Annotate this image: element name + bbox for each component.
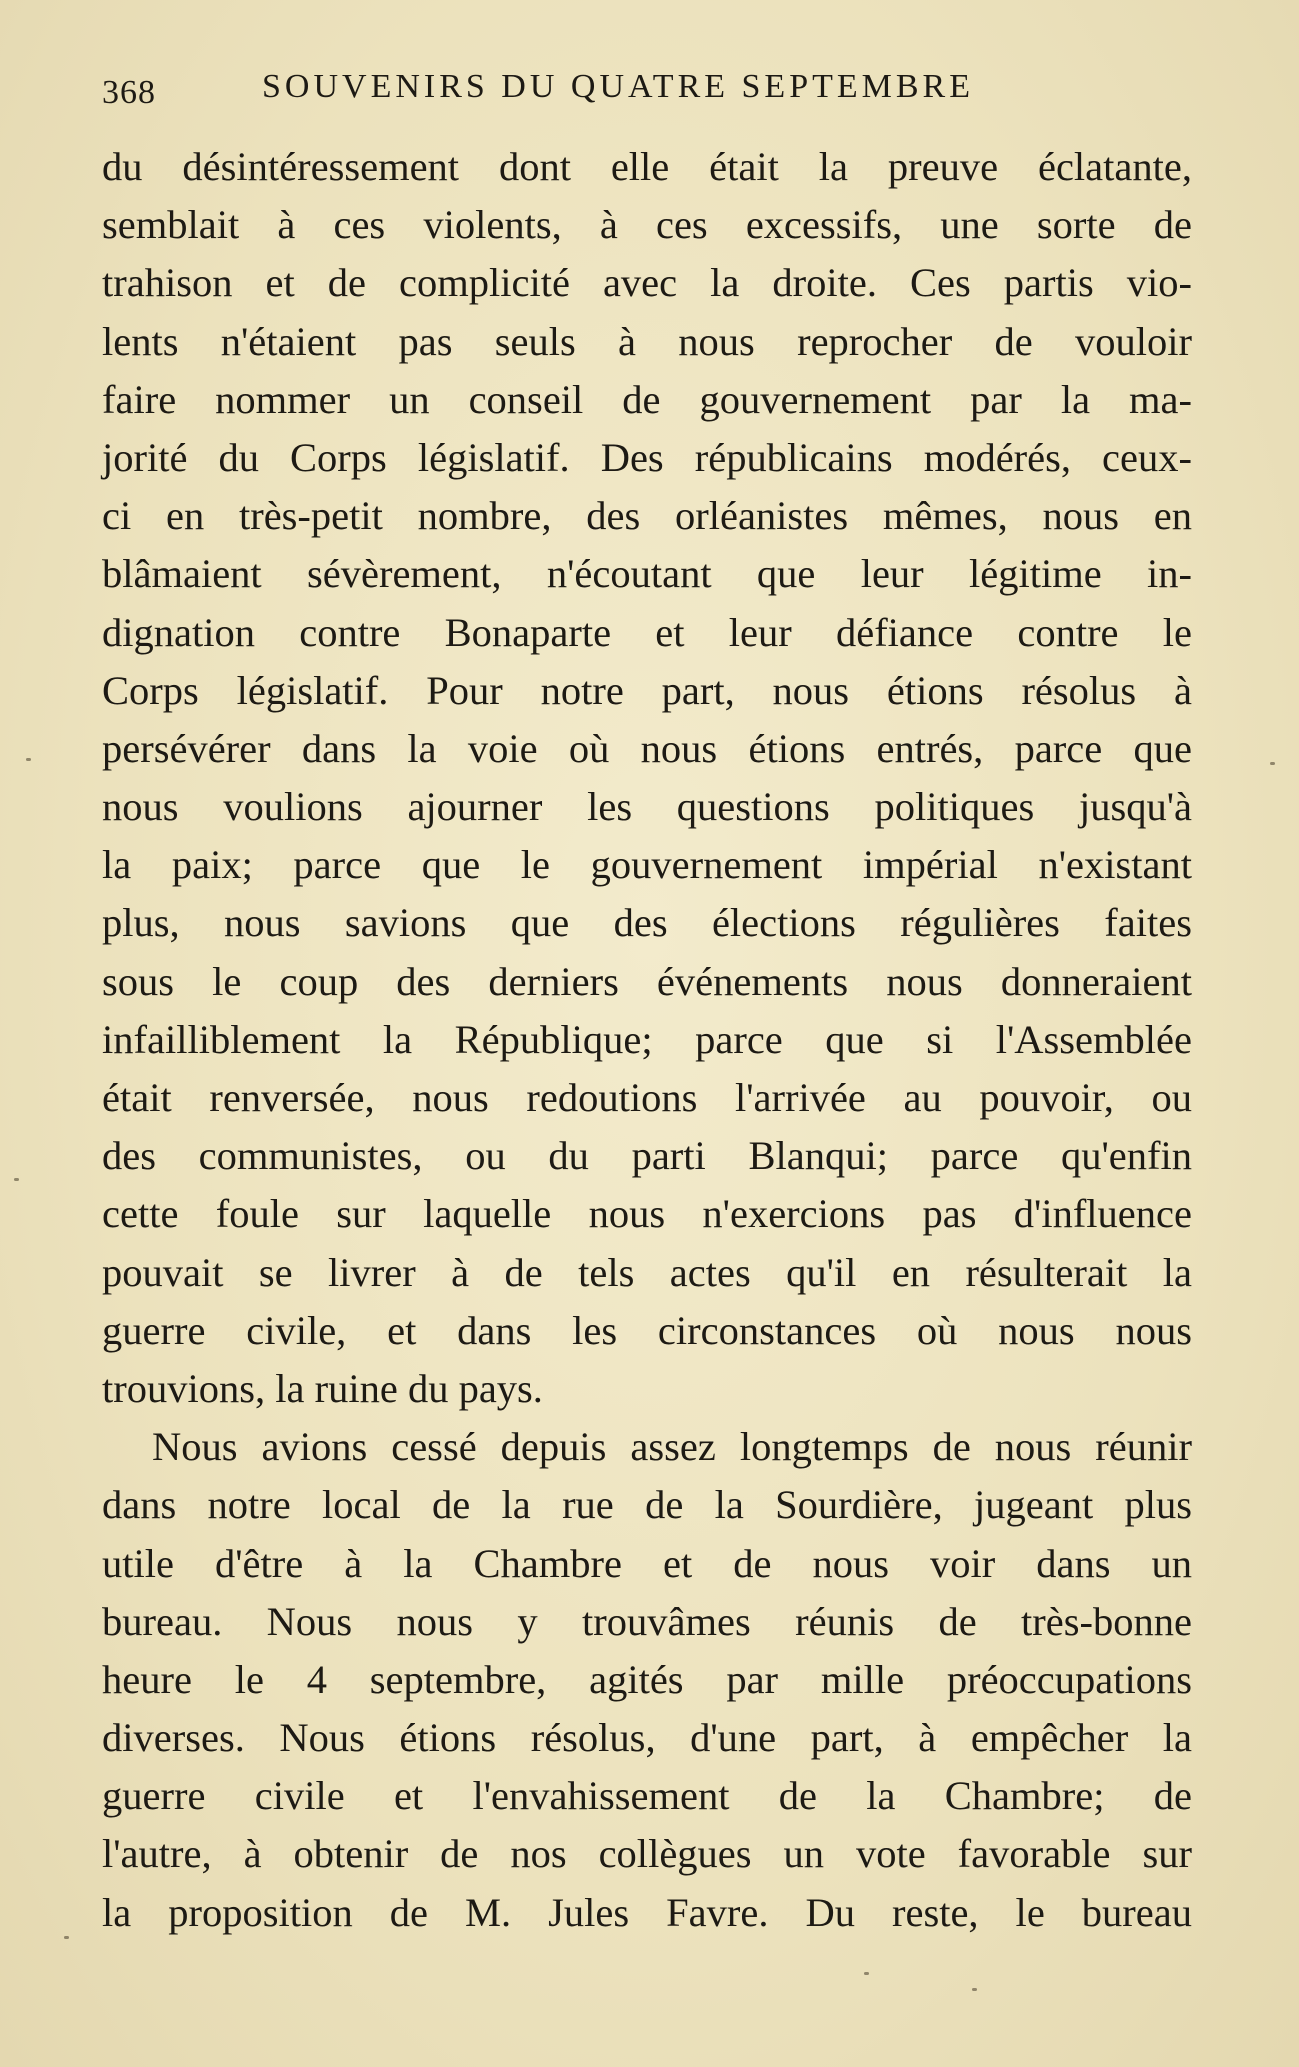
- paper-speck: [64, 1936, 69, 1939]
- paper-speck: [972, 1988, 977, 1991]
- text-line: utile d'être à la Chambre et de nous voir dans un: [102, 1540, 1192, 1586]
- text-line: du désintéressement dont elle était la preuve éclatante,: [102, 144, 1192, 189]
- paragraph-2: [102, 1418, 1192, 1942]
- text-line: infailliblement la République; parce que si l'Assemblée: [102, 1016, 1192, 1062]
- paper-speck: [14, 1178, 19, 1181]
- paper-speck: [26, 758, 31, 761]
- text-line: plus, nous savions que des élections régulières faites: [102, 900, 1192, 946]
- text-line: nous voulions ajourner les questions politiques jusqu'à: [102, 784, 1192, 830]
- paper-speck: [1270, 762, 1275, 765]
- text-line: des communistes, ou du parti Blanqui; parce qu'enfin: [102, 1133, 1192, 1179]
- text-line: bureau. Nous nous y trouvâmes réunis de très-bonne: [102, 1598, 1192, 1644]
- text-line: Corps législatif. Pour notre part, nous étions résolus à: [102, 667, 1192, 713]
- text-line: trahison et de complicité avec la droite. Ces partis vio-: [102, 260, 1192, 306]
- text-line: la proposition de M. Jules Favre. Du reste, le bureau: [102, 1889, 1192, 1935]
- text-line: dans notre local de la rue de la Sourdière, jugeant plus: [102, 1482, 1192, 1528]
- text-line: heure le 4 septembre, agités par mille préoccupations: [102, 1656, 1192, 1702]
- text-line: diverses. Nous étions résolus, d'une part, à empêcher la: [102, 1715, 1192, 1761]
- text-line: faire nommer un conseil de gouvernement par la ma-: [102, 376, 1192, 422]
- text-line: était renversée, nous redoutions l'arrivée au pouvoir, ou: [102, 1075, 1192, 1120]
- text-line: pouvait se livrer à de tels actes qu'il en résulterait la: [102, 1249, 1192, 1295]
- text-line: persévérer dans la voie où nous étions entrés, parce que: [102, 725, 1192, 771]
- text-line: blâmaient sévèrement, n'écoutant que leur légitime in-: [102, 551, 1192, 597]
- text-line: l'autre, à obtenir de nos collègues un vote favorable sur: [102, 1831, 1192, 1877]
- text-line: cette foule sur laquelle nous n'exercions pas d'influence: [102, 1191, 1192, 1237]
- text-line: semblait à ces violents, à ces excessifs, une sorte de: [102, 202, 1192, 248]
- text-line: jorité du Corps législatif. Des républicains modérés, ceux-: [102, 434, 1192, 480]
- page-header: [102, 66, 1192, 118]
- text-line: guerre civile et l'envahissement de la Chambre; de: [102, 1773, 1192, 1819]
- text-line: Nous avions cessé depuis assez longtemps de nous réunir: [152, 1424, 1192, 1470]
- text-line: sous le coup des derniers événements nous donneraient: [102, 958, 1192, 1004]
- text-line: guerre civile, et dans les circonstances où nous nous: [102, 1307, 1192, 1353]
- running-title: SOUVENIRS DU QUATRE SEPTEMBRE: [262, 68, 974, 105]
- page-number: 368: [102, 74, 156, 111]
- paper-speck: [864, 1972, 869, 1975]
- text-line: ci en très-petit nombre, des orléanistes mêmes, nous en: [102, 493, 1192, 539]
- text-line: trouvions, la ruine du pays.: [102, 1365, 543, 1411]
- text-line: lents n'étaient pas seuls à nous reprocher de vouloir: [102, 318, 1192, 364]
- text-line: la paix; parce que le gouvernement impérial n'existant: [102, 842, 1192, 888]
- text-line: dignation contre Bonaparte et leur défiance contre le: [102, 609, 1192, 655]
- body-text: [102, 138, 1192, 1942]
- paragraph-1: [102, 138, 1192, 1418]
